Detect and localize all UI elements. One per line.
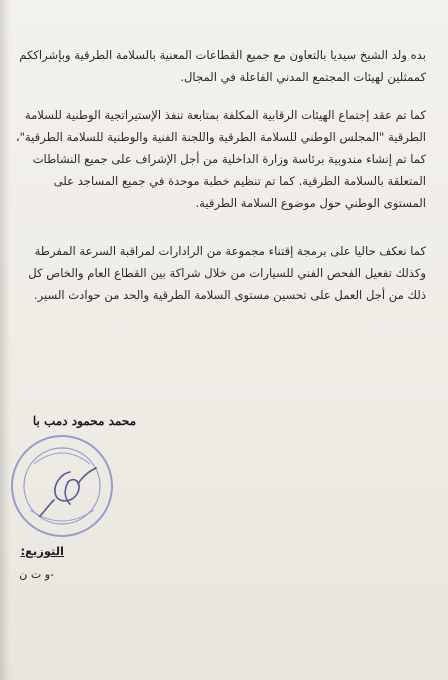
distribution-title: التوزيع: (20, 544, 64, 558)
paragraph-2: كما تم عقد إجتماع الهيئات الرقابية المكلفة بمتابعة تنفذ الإستيراتجية الوطنية للسلامة الطرقية "المجلس الوطني للسلامة الطرقية واللجنة الفنية والوطنية للسلامة الطرقية"، كما تم إنشاء مندوبية برئاسة وزارة الداخلية من أجل الإشراف على جميع النشاطات المتعلقة بالسلامة الطرقية. كما تم تنظيم خطبة موحدة في جميع المساجد على المستوى الوطني حول موضوع السلامة الطرقية. (15, 108, 426, 210)
paragraph-1: بده ولد الشيخ سيديا بالتعاون مع جميع القطاعات المعنية بالسلامة الطرقية وبإشراككم كممثلين لهيئات المجتمع المدني الفاعلة في المجال. (19, 48, 426, 84)
page-shadow (0, 0, 10, 680)
official-stamp-with-signature (4, 424, 126, 546)
paragraph-3: كما نعكف حاليا على برمجة إقتناء مجموعة من الرادارات لمراقبة السرعة المفرطة وكذلك تفعيل الفحص الفني للسيارات من خلال شراكة بين القطاع العام والخاص كل ذلك من أجل العمل على تحسين مستوى السلامة الطرقية والحد من حوادث السير. (28, 244, 426, 302)
distribution-item: -و ت ن (19, 568, 54, 581)
signer-name: محمد محمود دمب با (32, 414, 136, 428)
handwritten-signature (40, 468, 96, 516)
stamp-seal (12, 436, 112, 536)
